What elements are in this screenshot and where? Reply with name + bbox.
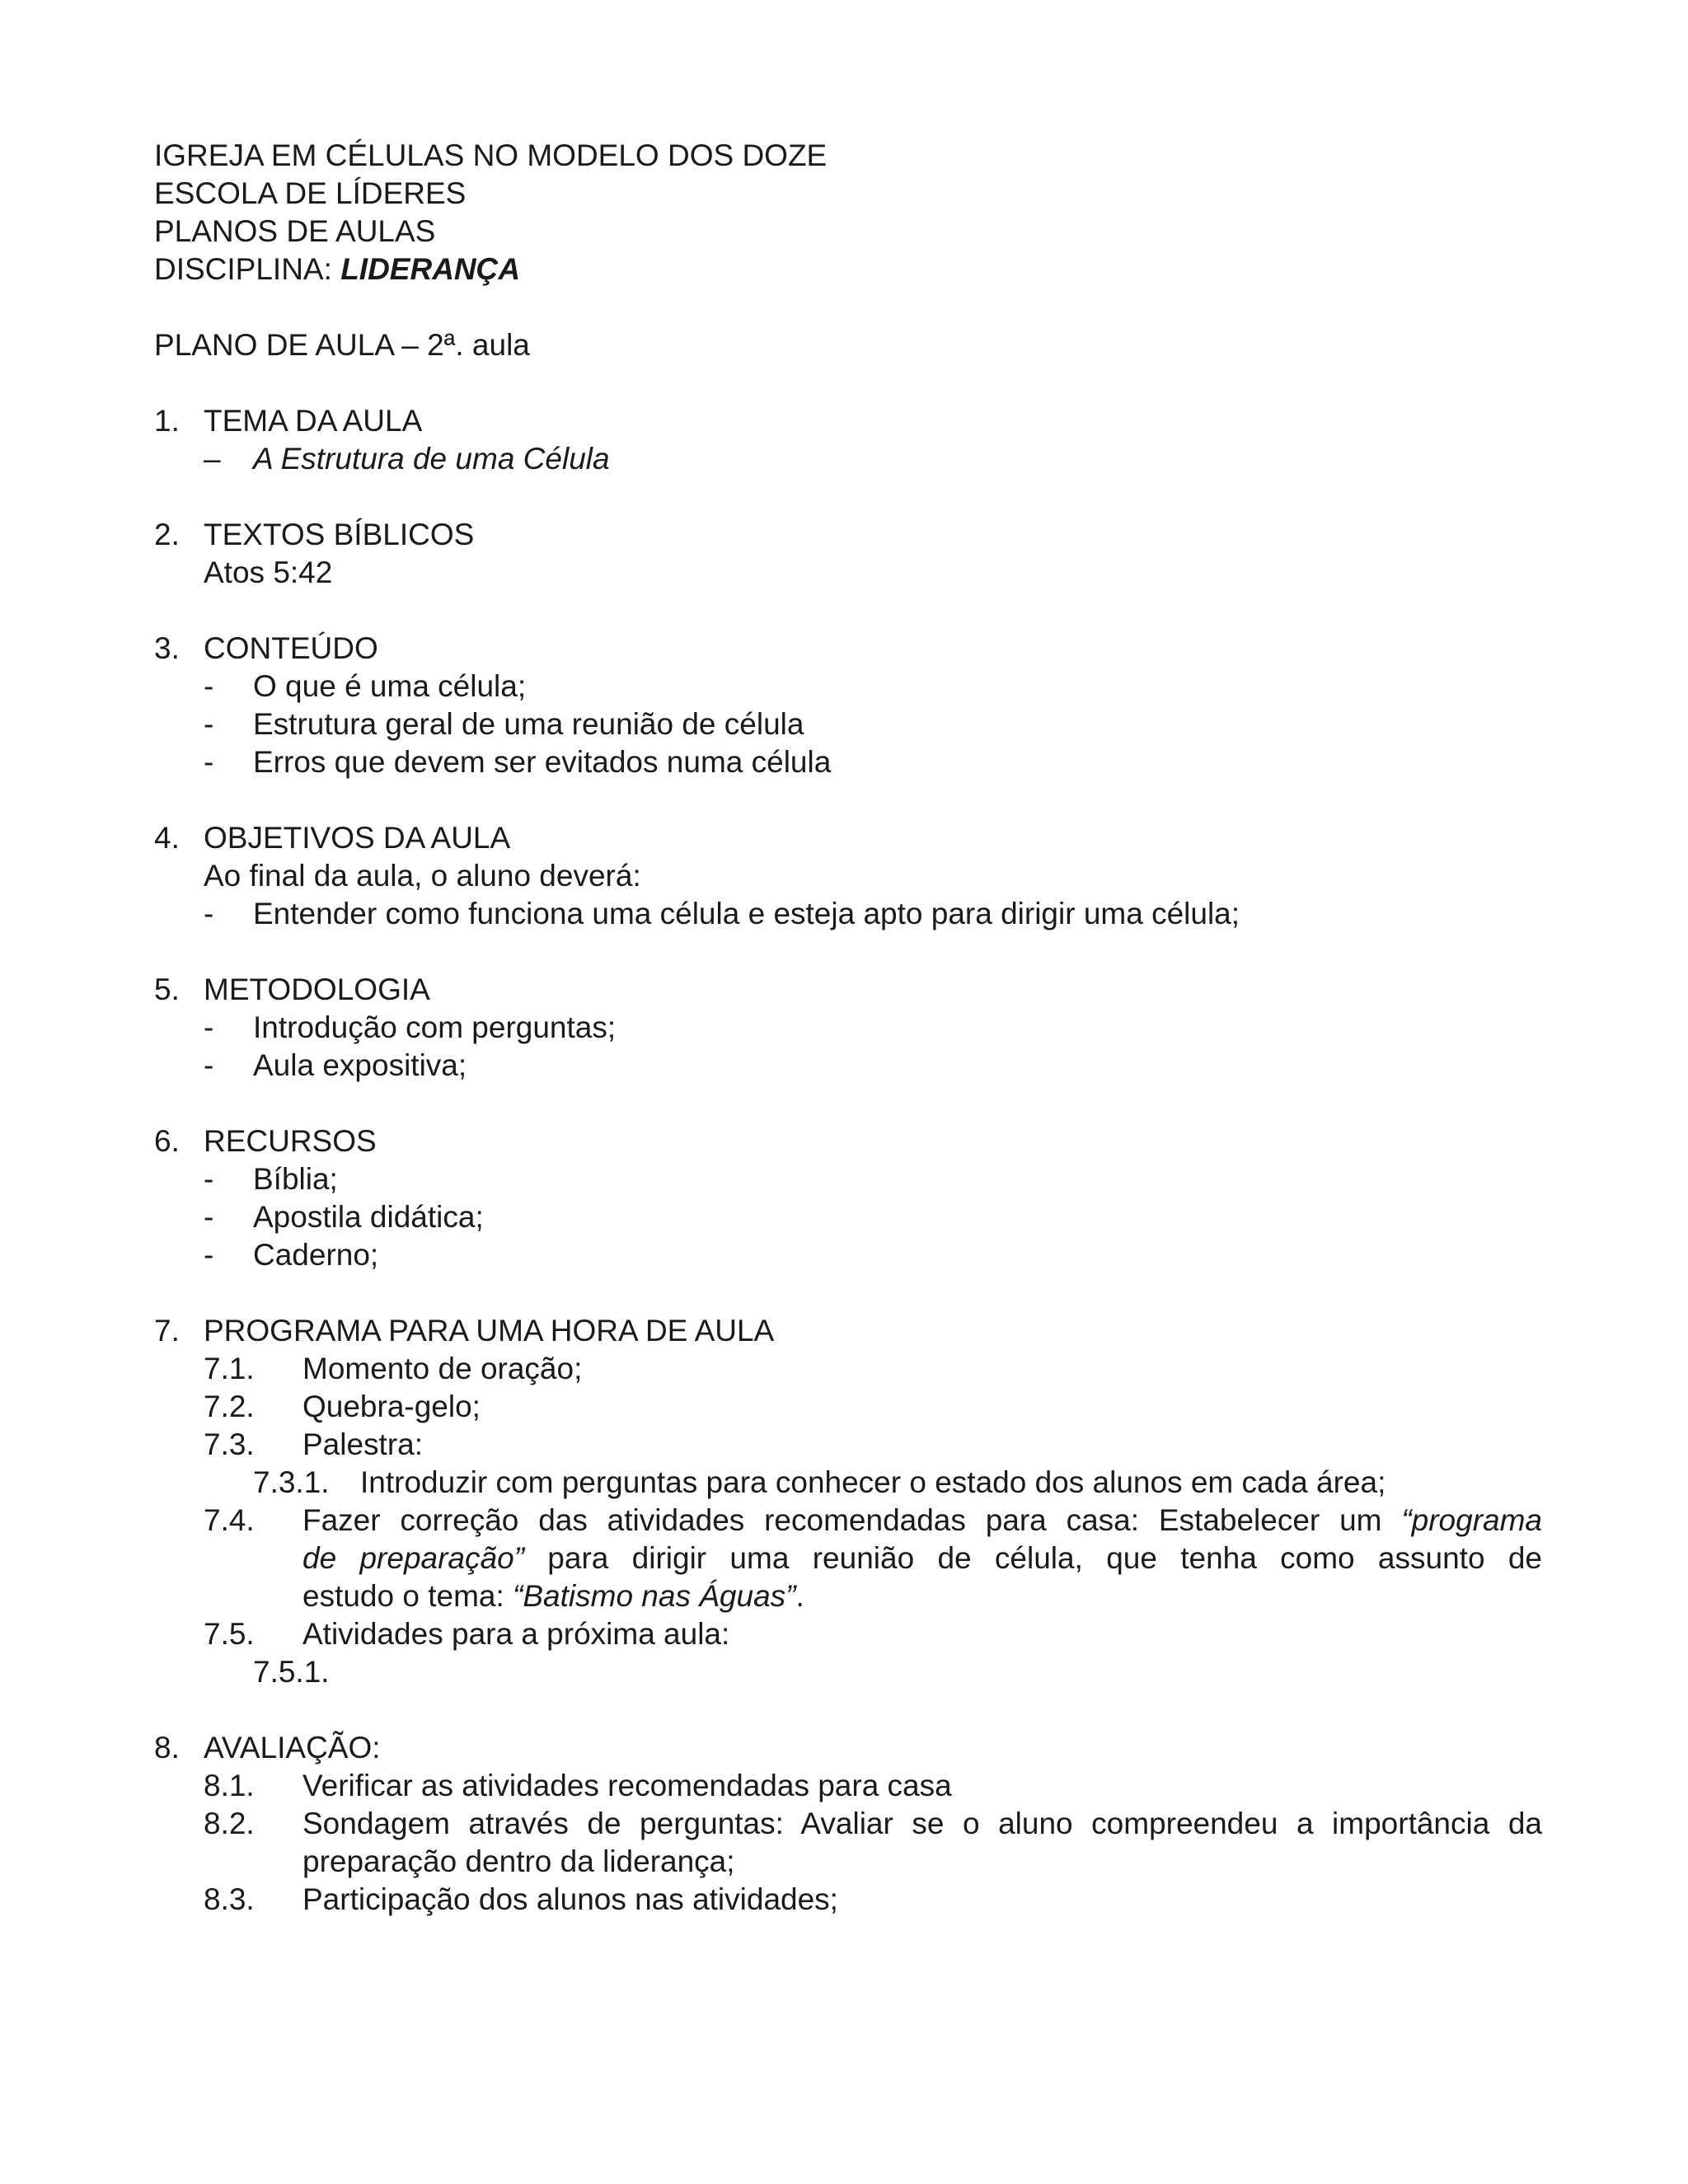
- subitem-number: 7.3.: [204, 1427, 255, 1461]
- plan-title: PLANO DE AULA – 2ª. aula: [154, 328, 530, 362]
- list-item: Estrutura geral de uma reunião de célula: [253, 707, 804, 741]
- subitem-text-line: preparação dentro da liderança;: [302, 1844, 735, 1878]
- list-bullet: -: [204, 1238, 214, 1272]
- section-5-number: 5.: [154, 972, 180, 1006]
- subitem-text-line: estudo o tema: “Batismo nas Águas”.: [302, 1579, 804, 1613]
- subitem-text: Atividades para a próxima aula:: [302, 1617, 730, 1651]
- list-item: O que é uma célula;: [253, 669, 527, 703]
- section-3-number: 3.: [154, 631, 180, 665]
- subsubitem-number: 7.3.1.: [253, 1465, 330, 1499]
- subitem-text: Momento de oração;: [302, 1352, 583, 1385]
- section-2-title: TEXTOS BÍBLICOS: [204, 518, 475, 551]
- list-bullet: -: [204, 1200, 214, 1234]
- list-item: Introdução com perguntas;: [253, 1010, 617, 1044]
- header-plans: PLANOS DE AULAS: [154, 214, 436, 248]
- section-4-intro: Ao final da aula, o aluno deverá:: [204, 859, 641, 893]
- list-bullet: -: [204, 1162, 214, 1196]
- section-8-title: AVALIAÇÃO:: [204, 1731, 381, 1765]
- list-item: Erros que devem ser evitados numa célula: [253, 745, 832, 779]
- subitem-text-line: Sondagem através de perguntas: Avaliar se o aluno compreendeu a importância da: [302, 1807, 1542, 1840]
- list-bullet: -: [204, 707, 214, 741]
- header-school: ESCOLA DE LÍDERES: [154, 176, 467, 210]
- subitem-text: Quebra-gelo;: [302, 1390, 481, 1423]
- subitem-number: 7.4.: [204, 1503, 255, 1537]
- section-4-title: OBJETIVOS DA AULA: [204, 821, 511, 855]
- header-church: IGREJA EM CÉLULAS NO MODELO DOS DOZE: [154, 138, 828, 172]
- section-7-title: PROGRAMA PARA UMA HORA DE AULA: [204, 1314, 775, 1347]
- list-item: Caderno;: [253, 1238, 379, 1272]
- section-3-title: CONTEÚDO: [204, 631, 378, 665]
- section-2-text: Atos 5:42: [204, 555, 333, 589]
- section-4-number: 4.: [154, 821, 180, 855]
- section-1-title: TEMA DA AULA: [204, 404, 423, 438]
- subitem-text: Participação dos alunos nas atividades;: [302, 1882, 838, 1916]
- subitem-number: 7.1.: [204, 1352, 255, 1385]
- discipline-label: DISCIPLINA:: [154, 252, 341, 286]
- section-6-title: RECURSOS: [204, 1124, 377, 1158]
- header-discipline: [154, 251, 520, 288]
- list-bullet: -: [204, 1010, 214, 1044]
- list-item: Apostila didática;: [253, 1200, 484, 1234]
- list-bullet: -: [204, 897, 214, 930]
- section-2-number: 2.: [154, 518, 180, 551]
- section-1-theme: A Estrutura de uma Célula: [253, 442, 610, 476]
- subitem-number: 8.1.: [204, 1769, 255, 1802]
- list-item: Entender como funciona uma célula e esteja apto para dirigir uma célula;: [253, 897, 1240, 930]
- subitem-number: 8.3.: [204, 1882, 255, 1916]
- section-1-dash: –: [204, 442, 221, 476]
- list-item: Aula expositiva;: [253, 1048, 467, 1082]
- section-6-number: 6.: [154, 1124, 180, 1158]
- list-bullet: -: [204, 1048, 214, 1082]
- section-8-number: 8.: [154, 1731, 180, 1765]
- section-1-number: 1.: [154, 404, 180, 438]
- subitem-text: Palestra:: [302, 1427, 424, 1461]
- subitem-number: 8.2.: [204, 1807, 255, 1840]
- section-7-number: 7.: [154, 1314, 180, 1347]
- subsubitem-text: Introduzir com perguntas para conhecer o estado dos alunos em cada área;: [360, 1465, 1386, 1499]
- subitem-text: Verificar as atividades recomendadas para casa: [302, 1769, 952, 1802]
- subitem-number: 7.2.: [204, 1390, 255, 1423]
- discipline-value: LIDERANÇA: [340, 252, 521, 286]
- list-bullet: -: [204, 745, 214, 779]
- subsubitem-number: 7.5.1.: [253, 1655, 330, 1689]
- list-item: Bíblia;: [253, 1162, 338, 1196]
- subitem-text-line: Fazer correção das atividades recomendadas para casa: Estabelecer um “programa: [302, 1503, 1542, 1537]
- section-5-title: METODOLOGIA: [204, 972, 430, 1006]
- list-bullet: -: [204, 669, 214, 703]
- subitem-number: 7.5.: [204, 1617, 255, 1651]
- subitem-text-line: de preparação” para dirigir uma reunião de célula, que tenha como assunto de: [302, 1541, 1542, 1575]
